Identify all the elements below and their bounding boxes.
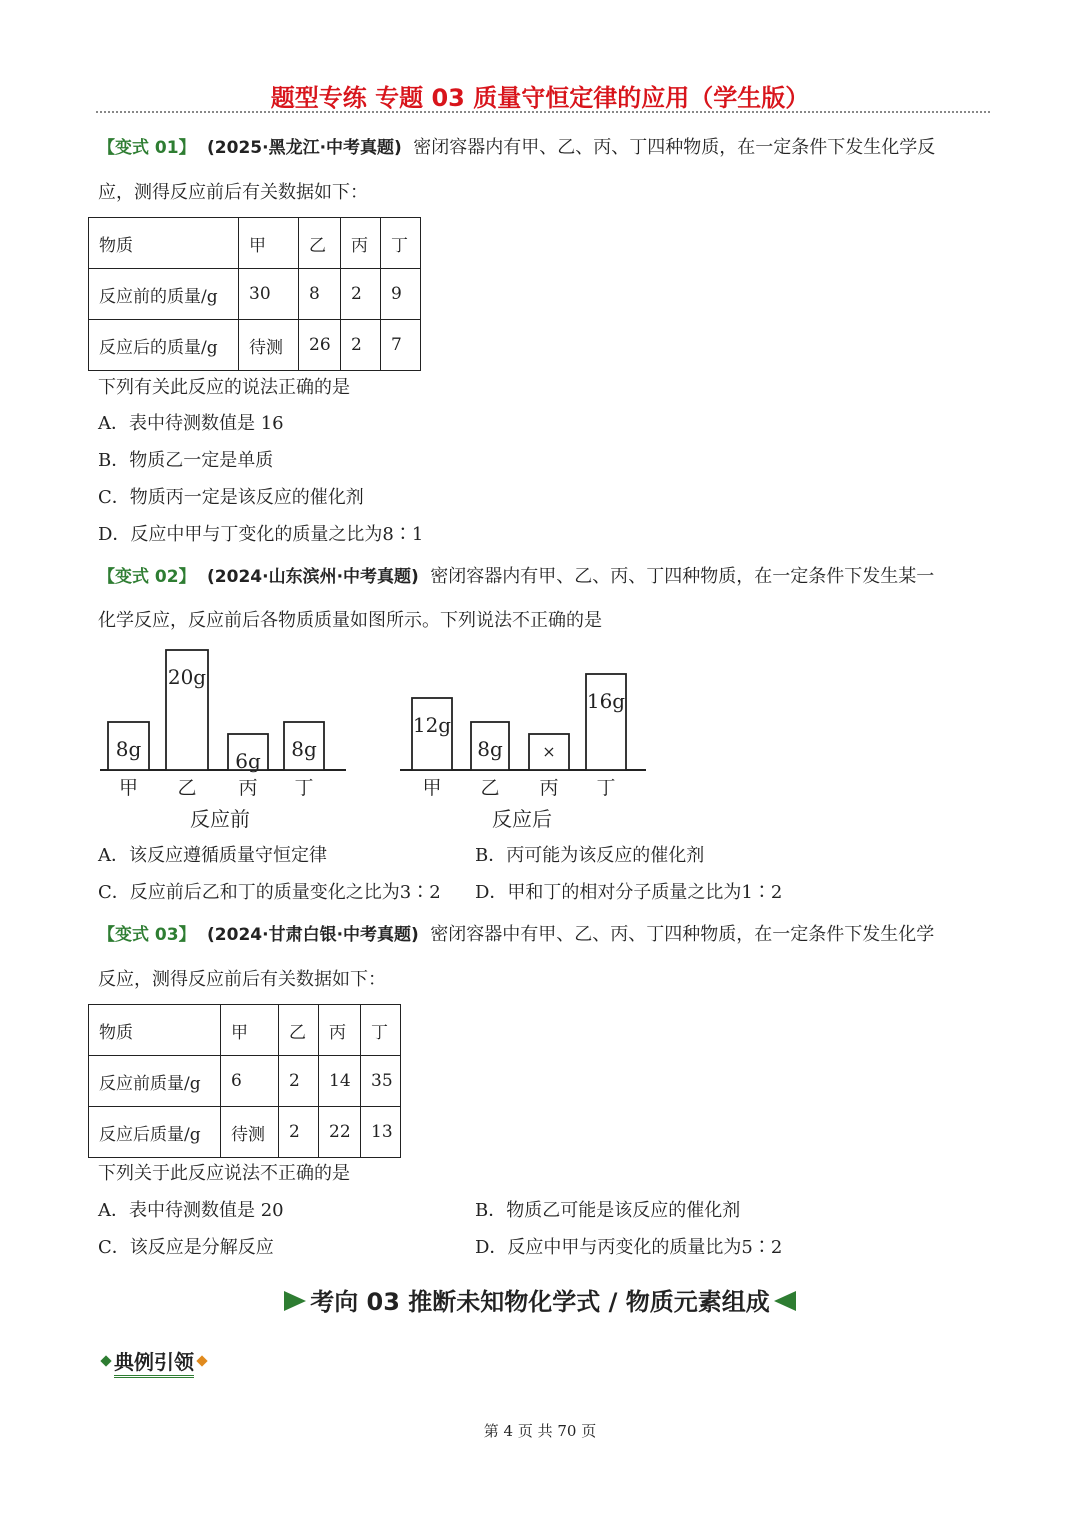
table-cell: 2: [279, 1056, 319, 1107]
q1-source: (2025·黑龙江·中考真题): [207, 138, 402, 158]
q3-source: (2024·甘肃白银·中考真题): [207, 925, 419, 945]
q1-tag: 【变式 01】: [98, 138, 196, 158]
table-row: [89, 1005, 401, 1056]
q3-option-b[interactable]: B．物质乙可能是该反应的催化剂: [475, 1200, 741, 1221]
table-cell: 反应后质量/g: [89, 1107, 221, 1158]
table-cell: 6: [221, 1056, 279, 1107]
diamond-icon: [196, 1355, 207, 1366]
page-number: 第 4 页 共 70 页: [483, 1422, 597, 1440]
q2-source: (2024·山东滨州·中考真题): [207, 567, 419, 587]
q3-stem-line2: 反应，测得反应前后有关数据如下：: [98, 969, 386, 990]
q3-data-table: [88, 1004, 401, 1158]
category-label: 丁: [596, 777, 616, 799]
q2-tag: 【变式 02】: [98, 567, 196, 587]
q3-tag: 【变式 03】: [98, 925, 196, 945]
chart-title: 反应后: [492, 807, 552, 831]
q3-stem-line1: [98, 923, 934, 947]
table-cell: 丙: [319, 1005, 361, 1056]
table-cell: 反应前质量/g: [89, 1056, 221, 1107]
table-cell: 30: [239, 269, 299, 320]
section-title: 考向 03 推断未知物化学式 / 物质元素组成: [310, 1288, 770, 1316]
table-cell: 9: [381, 269, 421, 320]
table-cell: 丁: [381, 218, 421, 269]
q2-option-a[interactable]: A．该反应遵循质量守恒定律: [98, 845, 327, 866]
table-cell: 物质: [89, 218, 239, 269]
category-label: 丙: [238, 777, 258, 799]
table-cell: 35: [361, 1056, 401, 1107]
table-cell: 2: [341, 320, 381, 371]
chart-title: 反应前: [190, 807, 250, 831]
category-label: 甲: [118, 777, 139, 799]
q3-option-a[interactable]: A．表中待测数值是 20: [98, 1200, 284, 1221]
q1-option-d[interactable]: D．反应中甲与丁变化的质量之比为8∶1: [98, 524, 424, 545]
q2-text-1: 密闭容器内有甲、乙、丙、丁四种物质，在一定条件下发生某一: [430, 566, 935, 587]
table-cell: 26: [299, 320, 341, 371]
bar-value-label: 16g: [586, 689, 626, 713]
category-label: 乙: [177, 777, 197, 799]
table-row: [89, 1056, 401, 1107]
example-heading: [98, 1346, 210, 1375]
table-cell: 乙: [279, 1005, 319, 1056]
q2-option-c[interactable]: C．反应前后乙和丁的质量变化之比为3∶2: [98, 882, 441, 903]
q1-option-c[interactable]: C．物质丙一定是该反应的催化剂: [98, 487, 364, 508]
category-label: 甲: [422, 777, 442, 799]
bar-value-label: 8g: [115, 737, 142, 761]
table-cell: 物质: [89, 1005, 221, 1056]
bar-value-label: ×: [542, 742, 556, 761]
example-label: 典例引领: [114, 1350, 194, 1378]
table-cell: 丁: [361, 1005, 401, 1056]
q2-option-b[interactable]: B．丙可能为该反应的催化剂: [475, 845, 705, 866]
table-cell: 待测: [239, 320, 299, 371]
table-cell: 14: [319, 1056, 361, 1107]
q1-option-b[interactable]: B．物质乙一定是单质: [98, 450, 274, 471]
table-cell: 甲: [221, 1005, 279, 1056]
section-heading: [0, 1282, 1080, 1317]
q1-stem-line2: 应，测得反应前后有关数据如下：: [98, 182, 368, 203]
table-cell: 待测: [221, 1107, 279, 1158]
table-row: [89, 1107, 401, 1158]
category-label: 丁: [294, 777, 314, 799]
category-label: 乙: [480, 777, 500, 799]
arrow-right-icon: [284, 1291, 306, 1311]
arrow-left-icon: [774, 1291, 796, 1311]
q3-option-d[interactable]: D．反应中甲与丙变化的质量比为5∶2: [475, 1237, 783, 1258]
q2-option-d[interactable]: D．甲和丁的相对分子质量之比为1∶2: [475, 882, 783, 903]
table-cell: 反应后的质量/g: [89, 320, 239, 371]
table-cell: 13: [361, 1107, 401, 1158]
bar-value-label: 12g: [412, 713, 452, 737]
q2-stem-line2: 化学反应，反应前后各物质质量如图所示。下列说法不正确的是: [98, 610, 602, 631]
q1-option-a[interactable]: A．表中待测数值是 16: [98, 413, 284, 434]
bar-value-label: 20g: [167, 665, 207, 689]
bar-value-label: 6g: [235, 749, 261, 773]
table-cell: 乙: [299, 218, 341, 269]
q1-text-1: 密闭容器内有甲、乙、丙、丁四种物质，在一定条件下发生化学反: [413, 137, 936, 158]
q1-prompt: 下列有关此反应的说法正确的是: [98, 377, 350, 398]
table-cell: 8: [299, 269, 341, 320]
table-cell: 反应前的质量/g: [89, 269, 239, 320]
table-cell: 2: [341, 269, 381, 320]
page-title: 题型专练 专题 03 质量守恒定律的应用（学生版）: [270, 84, 810, 112]
q3-option-c[interactable]: C．该反应是分解反应: [98, 1237, 274, 1258]
bar-value-label: 8g: [291, 737, 317, 761]
table-cell: 22: [319, 1107, 361, 1158]
q3-text-1: 密闭容器中有甲、乙、丙、丁四种物质，在一定条件下发生化学: [430, 924, 935, 945]
q3-prompt: 下列关于此反应说法不正确的是: [98, 1163, 350, 1184]
diamond-icon: [100, 1355, 111, 1366]
table-cell: 甲: [239, 218, 299, 269]
table-cell: 丙: [341, 218, 381, 269]
table-cell: 2: [279, 1107, 319, 1158]
bar-value-label: 8g: [477, 737, 503, 761]
category-label: 丙: [539, 777, 559, 799]
table-cell: 7: [381, 320, 421, 371]
